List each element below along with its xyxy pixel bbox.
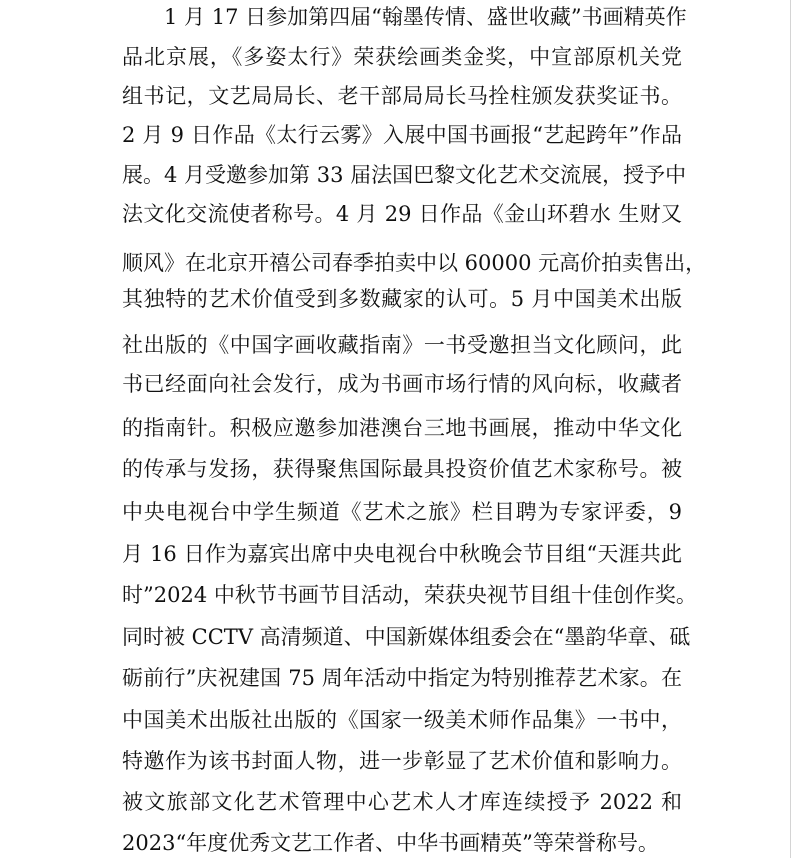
text-line-11: 的指南针。积极应邀参加港澳台三地书画展，推动中华文化 xyxy=(122,416,682,440)
text-line-8: 其独特的艺术价值受到多数藏家的认可。5 月中国美术出版 xyxy=(122,287,682,311)
text-line-7: 顺风》在北京开禧公司春季拍卖中以 60000 元高价拍卖售出， xyxy=(122,251,707,275)
text-line-20: 被文旅部文化艺术管理中心艺术人才库连续授予 2022 和 xyxy=(122,790,682,814)
text-line-16: 同时被 CCTV 高清频道、中国新媒体组委会在“墨韵华章、砥 xyxy=(122,625,691,649)
text-line-4: 2 月 9 日作品《太行云雾》入展中国书画报“艺起跨年”作品 xyxy=(122,123,682,147)
text-line-14: 月 16 日作为嘉宾出席中央电视台中秋晚会节目组“天涯共此 xyxy=(122,542,682,566)
text-line-15: 时”2024 中秋节书画节目活动，荣获央视节目组十佳创作奖。 xyxy=(122,583,697,607)
text-line-6: 法文化交流使者称号。4 月 29 日作品《金山环碧水 生财又 xyxy=(122,202,682,226)
text-line-1: 1 月 17 日参加第四届“翰墨传情、盛世收藏”书画精英作 xyxy=(164,5,687,29)
text-line-9: 社出版的《中国字画收藏指南》一书受邀担当文化顾问，此 xyxy=(122,333,682,357)
text-line-18: 中国美术出版社出版的《国家一级美术师作品集》一书中， xyxy=(122,708,682,732)
text-line-3: 组书记，文艺局局长、老干部局局长马拴柱颁发获奖证书。 xyxy=(122,84,682,108)
text-line-13: 中央电视台中学生频道《艺术之旅》栏目聘为专家评委，9 xyxy=(122,500,682,524)
text-line-21: 2023“年度优秀文艺工作者、中华书画精英”等荣誉称号。 xyxy=(122,831,659,855)
text-line-12: 的传承与发扬，获得聚焦国际最具投资价值艺术家称号。被 xyxy=(122,457,682,481)
text-line-10: 书已经面向社会发行，成为书画市场行情的风向标，收藏者 xyxy=(122,372,682,396)
text-line-17: 砺前行”庆祝建国 75 周年活动中指定为特别推荐艺术家。在 xyxy=(122,666,682,690)
text-line-5: 展。4 月受邀参加第 33 届法国巴黎文化艺术交流展，授予中 xyxy=(122,163,687,187)
text-line-2: 品北京展，《多姿太行》荣获绘画类金奖，中宣部原机关党 xyxy=(122,45,682,69)
text-line-19: 特邀作为该书封面人物，进一步彰显了艺术价值和影响力。 xyxy=(122,749,682,773)
